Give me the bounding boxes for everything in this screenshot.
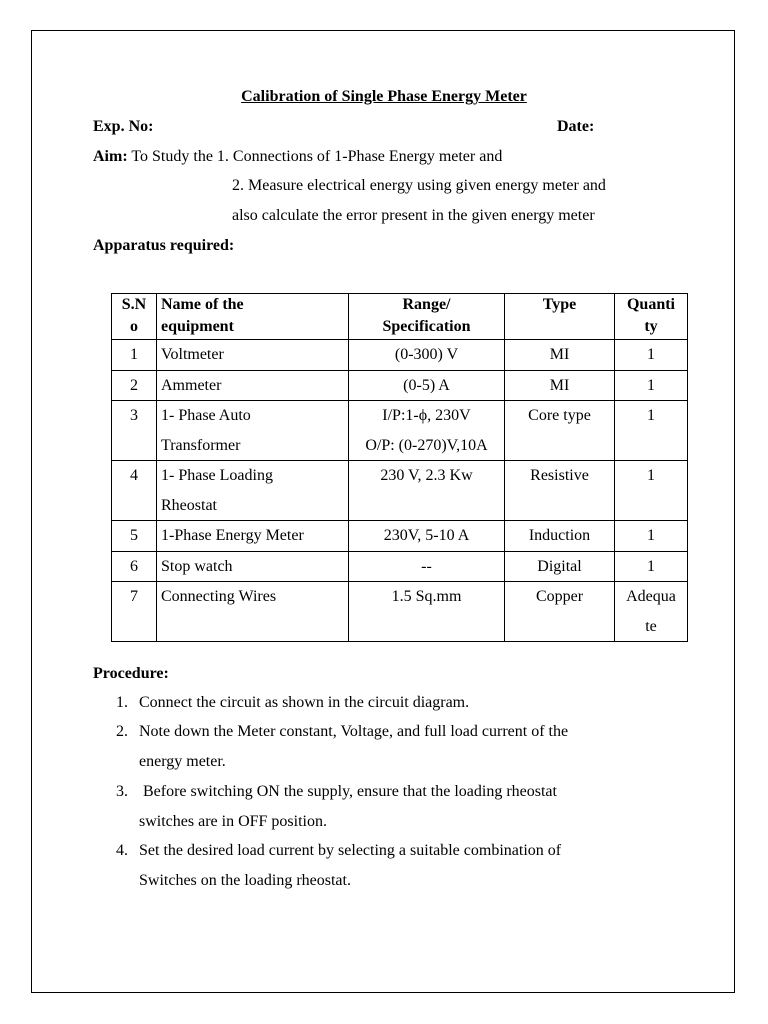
step-text: Connect the circuit as shown in the circuit diagram. [139, 694, 470, 711]
cell-type: MI [505, 340, 615, 371]
cell-range: (0-300) V [349, 340, 505, 371]
table-row [112, 551, 688, 582]
cell-name: 1-Phase Energy Meter [157, 521, 349, 552]
cell-qty: 1 [615, 370, 688, 401]
cell-name: Voltmeter [157, 340, 349, 371]
step-text: Switches on the loading rheostat. [139, 872, 351, 889]
table-row [112, 340, 688, 371]
step-number: 3. [116, 783, 128, 800]
cell-qty: 1 [615, 461, 688, 521]
table-header-row [112, 294, 688, 340]
cell-range: 230V, 5-10 A [349, 521, 505, 552]
step-text: Set the desired load current by selecting a suitable combination of [139, 842, 562, 859]
cell-type: Resistive [505, 461, 615, 521]
aim-label: Aim: [93, 148, 128, 165]
table-row [112, 370, 688, 401]
cell-type: Core type [505, 401, 615, 461]
cell-type: MI [505, 370, 615, 401]
cell-name: Ammeter [157, 370, 349, 401]
cell-sno: 7 [112, 582, 157, 642]
cell-sno: 5 [112, 521, 157, 552]
header-range: Range/ Specification [349, 294, 505, 340]
aim-line-1 [93, 147, 502, 167]
cell-type: Copper [505, 582, 615, 642]
apparatus-label: Apparatus required: [93, 237, 235, 254]
cell-qty: 1 [615, 551, 688, 582]
cell-sno: 1 [112, 340, 157, 371]
cell-qty: 1 [615, 340, 688, 371]
header-type: Type [505, 294, 615, 340]
cell-qty: 1 [615, 401, 688, 461]
cell-range: -- [349, 551, 505, 582]
cell-sno: 2 [112, 370, 157, 401]
step-number: 4. [116, 842, 128, 859]
cell-name: Stop watch [157, 551, 349, 582]
cell-range: 230 V, 2.3 Kw [349, 461, 505, 521]
header-sno: S.N o [112, 294, 157, 340]
cell-qty: 1 [615, 521, 688, 552]
cell-sno: 4 [112, 461, 157, 521]
header-quantity: Quanti ty [615, 294, 688, 340]
cell-range: 1.5 Sq.mm [349, 582, 505, 642]
step-text: Note down the Meter constant, Voltage, and full load current of the [139, 723, 569, 740]
cell-name: Connecting Wires [157, 582, 349, 642]
table-row [112, 461, 688, 521]
cell-name: 1- Phase Auto Transformer [157, 401, 349, 461]
cell-type: Induction [505, 521, 615, 552]
cell-type: Digital [505, 551, 615, 582]
procedure-label: Procedure: [93, 665, 169, 682]
apparatus-table [111, 293, 688, 642]
cell-qty: Adequa te [615, 582, 688, 642]
cell-sno: 6 [112, 551, 157, 582]
aim-text-3: also calculate the error present in the given energy meter [232, 207, 595, 224]
cell-sno: 3 [112, 401, 157, 461]
step-text: energy meter. [139, 753, 226, 770]
date-label: Date: [557, 118, 595, 135]
cell-range: I/P:1-ϕ, 230V O/P: (0-270)V,10A [349, 401, 505, 461]
exp-no-label: Exp. No: [93, 118, 154, 135]
table-row [112, 401, 688, 461]
cell-name: 1- Phase Loading Rheostat [157, 461, 349, 521]
step-number: 2. [116, 723, 128, 740]
document-title: Calibration of Single Phase Energy Meter [241, 88, 527, 105]
table-row [112, 582, 688, 642]
step-text: Before switching ON the supply, ensure that the loading rheostat [139, 783, 557, 800]
cell-range: (0-5) A [349, 370, 505, 401]
step-text: switches are in OFF position. [139, 813, 327, 830]
table-row [112, 521, 688, 552]
aim-text-1: To Study the 1. Connections of 1-Phase Energy meter and [131, 148, 503, 165]
step-number: 1. [116, 694, 128, 711]
aim-text-2: 2. Measure electrical energy using given energy meter and [232, 177, 606, 194]
header-name: Name of the equipment [157, 294, 349, 340]
